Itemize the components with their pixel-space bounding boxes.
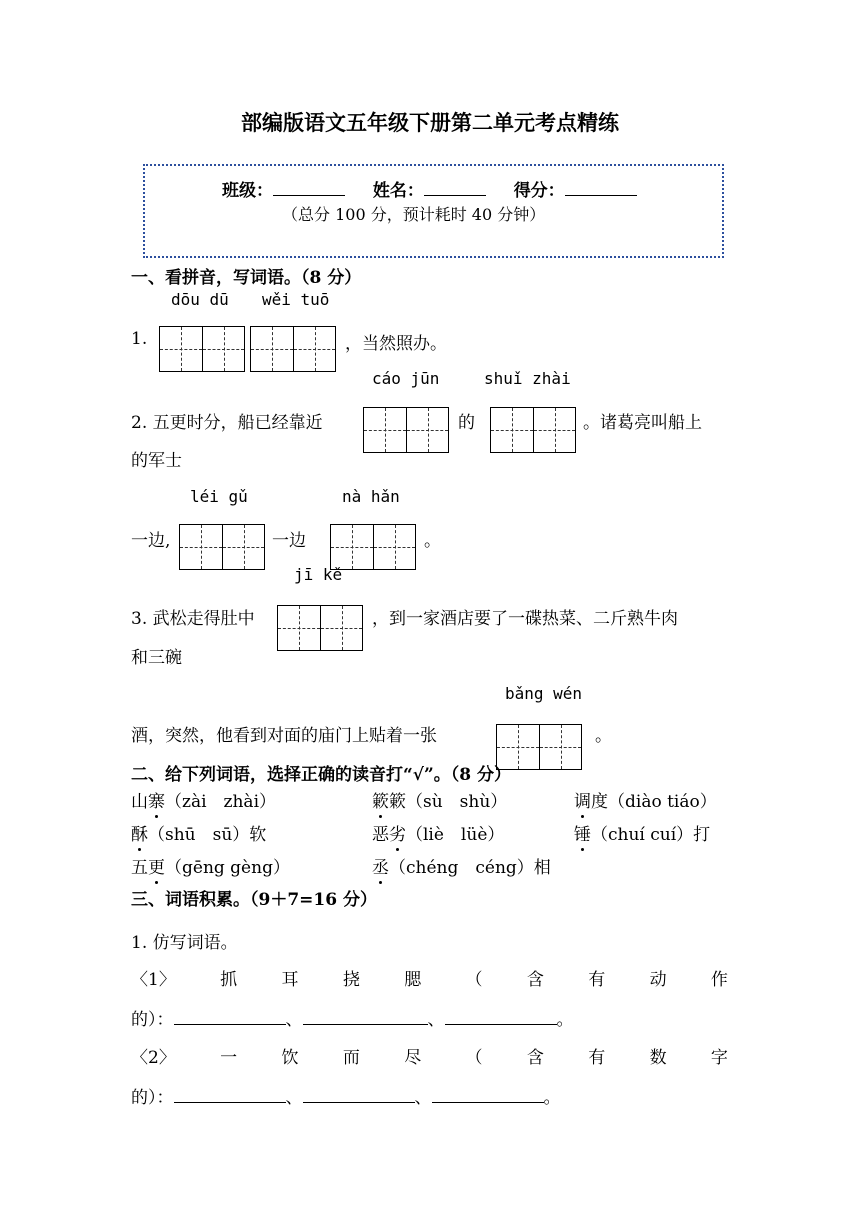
pinyin: wěi tuō (262, 290, 330, 309)
reading-item[interactable]: 丞（chéng céng）相 (372, 858, 551, 878)
section2-heading: 二、给下列词语，选择正确的读音打“√”。（8 分） (131, 765, 511, 785)
question-text: 。 (424, 531, 441, 551)
pinyin: bǎng wén (505, 684, 583, 703)
name-label: 姓名： (372, 181, 424, 201)
writing-grid[interactable] (159, 326, 245, 372)
score-blank[interactable] (565, 177, 637, 196)
question-text: 2. 五更时分，船已经靠近 (131, 413, 323, 433)
imitation-item: 〈2〉 一 饮 而 尽 （ 含 有 数 字 (131, 1048, 728, 1068)
name-blank[interactable] (424, 177, 486, 196)
imitation-item: 〈1〉 抓 耳 挠 腮 （ 含 有 动 作 (131, 970, 728, 990)
answer-blank[interactable] (174, 1006, 286, 1025)
writing-grid[interactable] (277, 605, 363, 651)
reading-item[interactable]: 簌簌（sù shù） (372, 792, 508, 812)
score-label: 得分： (513, 181, 565, 201)
answer-blank[interactable] (174, 1084, 286, 1103)
reading-item[interactable]: 山寨（zài zhài） (131, 792, 277, 812)
writing-grid[interactable] (179, 524, 265, 570)
answer-blank[interactable] (303, 1006, 428, 1025)
reading-item[interactable]: 锤（chuí cuí）打 (574, 825, 711, 845)
question-number: 1. (131, 329, 148, 349)
question-text: 酒，突然，他看到对面的庙门上贴着一张 (131, 726, 437, 746)
pinyin: léi gǔ (190, 487, 248, 506)
reading-item[interactable]: 调度（diào tiáo） (574, 792, 717, 812)
question-text: 。 (595, 726, 612, 746)
pinyin: dōu dū (171, 290, 229, 309)
section3-heading: 三、词语积累。（9＋7=16 分） (131, 890, 377, 910)
answer-line: 的）： 、 、 。 (131, 1005, 574, 1030)
writing-grid[interactable] (490, 407, 576, 453)
pinyin: jī kě (294, 565, 343, 584)
answer-blank[interactable] (303, 1084, 415, 1103)
question-text: 和三碗 (131, 648, 182, 668)
answer-line: 的）： 、 、 。 (131, 1083, 561, 1108)
question-text: 一边, (131, 531, 171, 551)
section1-heading: 一、看拼音，写词语。（8 分） (131, 268, 362, 288)
question-text: ，到一家酒店要了一碟热菜、二斤熟牛肉 (372, 609, 678, 629)
writing-grid[interactable] (330, 524, 416, 570)
answer-blank[interactable] (445, 1006, 557, 1025)
exam-note: （总分 100 分，预计耗时 40 分钟） (282, 205, 546, 224)
question-text: 的军士 (131, 451, 182, 471)
class-blank[interactable] (273, 177, 345, 196)
question-text: 一边 (272, 531, 306, 551)
question-title: 1. 仿写词语。 (131, 933, 238, 953)
question-text: 。诸葛亮叫船上 (583, 413, 702, 433)
reading-item[interactable]: 恶劣（liè lüè） (372, 825, 505, 845)
page-title: 部编版语文五年级下册第二单元考点精练 (241, 110, 619, 135)
reading-item[interactable]: 酥（shū sū）软 (131, 825, 267, 845)
class-label: 班级： (222, 181, 273, 201)
question-text: ，当然照办。 (345, 334, 447, 354)
pinyin: cáo jūn (372, 369, 440, 388)
question-text: 3. 武松走得肚中 (131, 609, 255, 629)
info-line (222, 176, 637, 201)
question-text: 的 (458, 413, 475, 433)
writing-grid[interactable] (250, 326, 336, 372)
reading-item[interactable]: 五更（gēng gèng） (131, 858, 290, 878)
pinyin: shuǐ zhài (484, 369, 571, 388)
pinyin: nà hǎn (342, 487, 400, 506)
writing-grid[interactable] (363, 407, 449, 453)
answer-blank[interactable] (432, 1084, 544, 1103)
